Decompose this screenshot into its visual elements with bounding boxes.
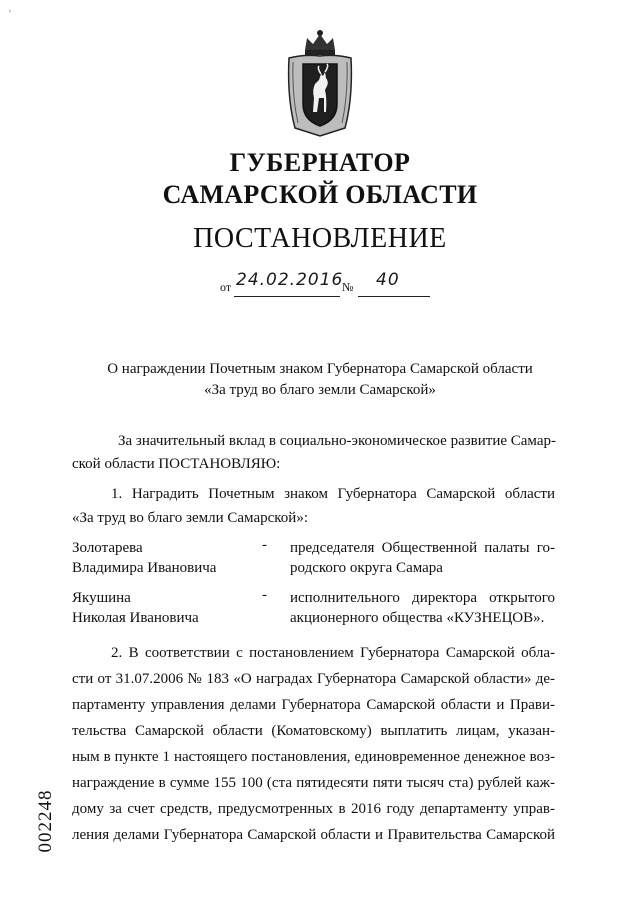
paragraph2-line4: тельства Самарской области (Коматовскому) выплатить лицам, указан- (72, 723, 555, 739)
side-serial-number (34, 770, 54, 870)
document-type: ПОСТАНОВЛЕНИЕ (193, 223, 447, 254)
awardee-1-position-line2: родского округа Самара (290, 560, 443, 576)
awardee-1-surname: Золотарева (72, 540, 143, 556)
awardee-2-given-names: Николая Ивановича (72, 610, 199, 626)
awardee-2-position-line2: акционерного общества «КУЗНЕЦОВ». (290, 610, 545, 626)
paragraph2-line5: ным в пункте 1 настоящего постановления, единовременное денежное воз- (72, 749, 555, 765)
awardee-1-dash: - (262, 537, 267, 553)
side-serial-number-text: 002248 (35, 789, 56, 853)
handwritten-number: 40 (376, 270, 400, 290)
awardee-1-position-line1: председателя Общественной палаты го- (290, 540, 555, 556)
scan-mark: ʼ (8, 8, 12, 20)
awardee-2-position-line1: исполнительного директора открытого (290, 590, 555, 606)
awardee-2-surname: Якушина (72, 590, 131, 606)
issuer-title-line2: САМАРСКОЙ ОБЛАСТИ (162, 180, 478, 209)
intro-line1: За значительный вклад в социально-экономическое развитие Самар- (118, 433, 556, 449)
handwritten-date: 24.02.2016 (236, 270, 344, 290)
document-title-line2: «За труд во благо земли Самарской» (204, 382, 436, 398)
paragraph2-line3: партаменту управления делами Губернатора Самарской области и Прави- (72, 697, 555, 713)
date-from-label: от (220, 280, 232, 294)
date-underline (234, 296, 340, 297)
paragraph2-line8: ления делами Губернатора Самарской области и Правительства Самарской (72, 827, 555, 843)
intro-line2: ской области ПОСТАНОВЛЯЮ: (72, 456, 281, 472)
awardee-2-dash: - (262, 587, 267, 603)
paragraph1-line2: «За труд во благо земли Самарской»: (72, 510, 308, 526)
coat-of-arms-emblem (283, 28, 357, 140)
paragraph2-line1: 2. В соответствии с постановлением Губернатора Самарской обла- (111, 645, 555, 661)
document-title-line1: О награждении Почетным знаком Губернатора Самарской области (107, 361, 533, 377)
awardee-1-given-names: Владимира Ивановича (72, 560, 217, 576)
paragraph1-line1: 1. Наградить Почетным знаком Губернатора Самарской области (111, 486, 555, 502)
paragraph2-line2: сти от 31.07.2006 № 183 «О наградах Губернатора Самарской области» де- (72, 671, 555, 687)
number-label: № (342, 280, 354, 294)
issuer-title-line1: ГУБЕРНАТОР (229, 148, 411, 177)
number-underline (358, 296, 430, 297)
paragraph2-line7: дому за счет средств, предусмотренных в 2016 году департаменту управ- (72, 801, 555, 817)
paragraph2-line6: награждение в сумме 155 100 (ста пятидесяти пяти тысяч ста) рублей каж- (72, 775, 555, 791)
